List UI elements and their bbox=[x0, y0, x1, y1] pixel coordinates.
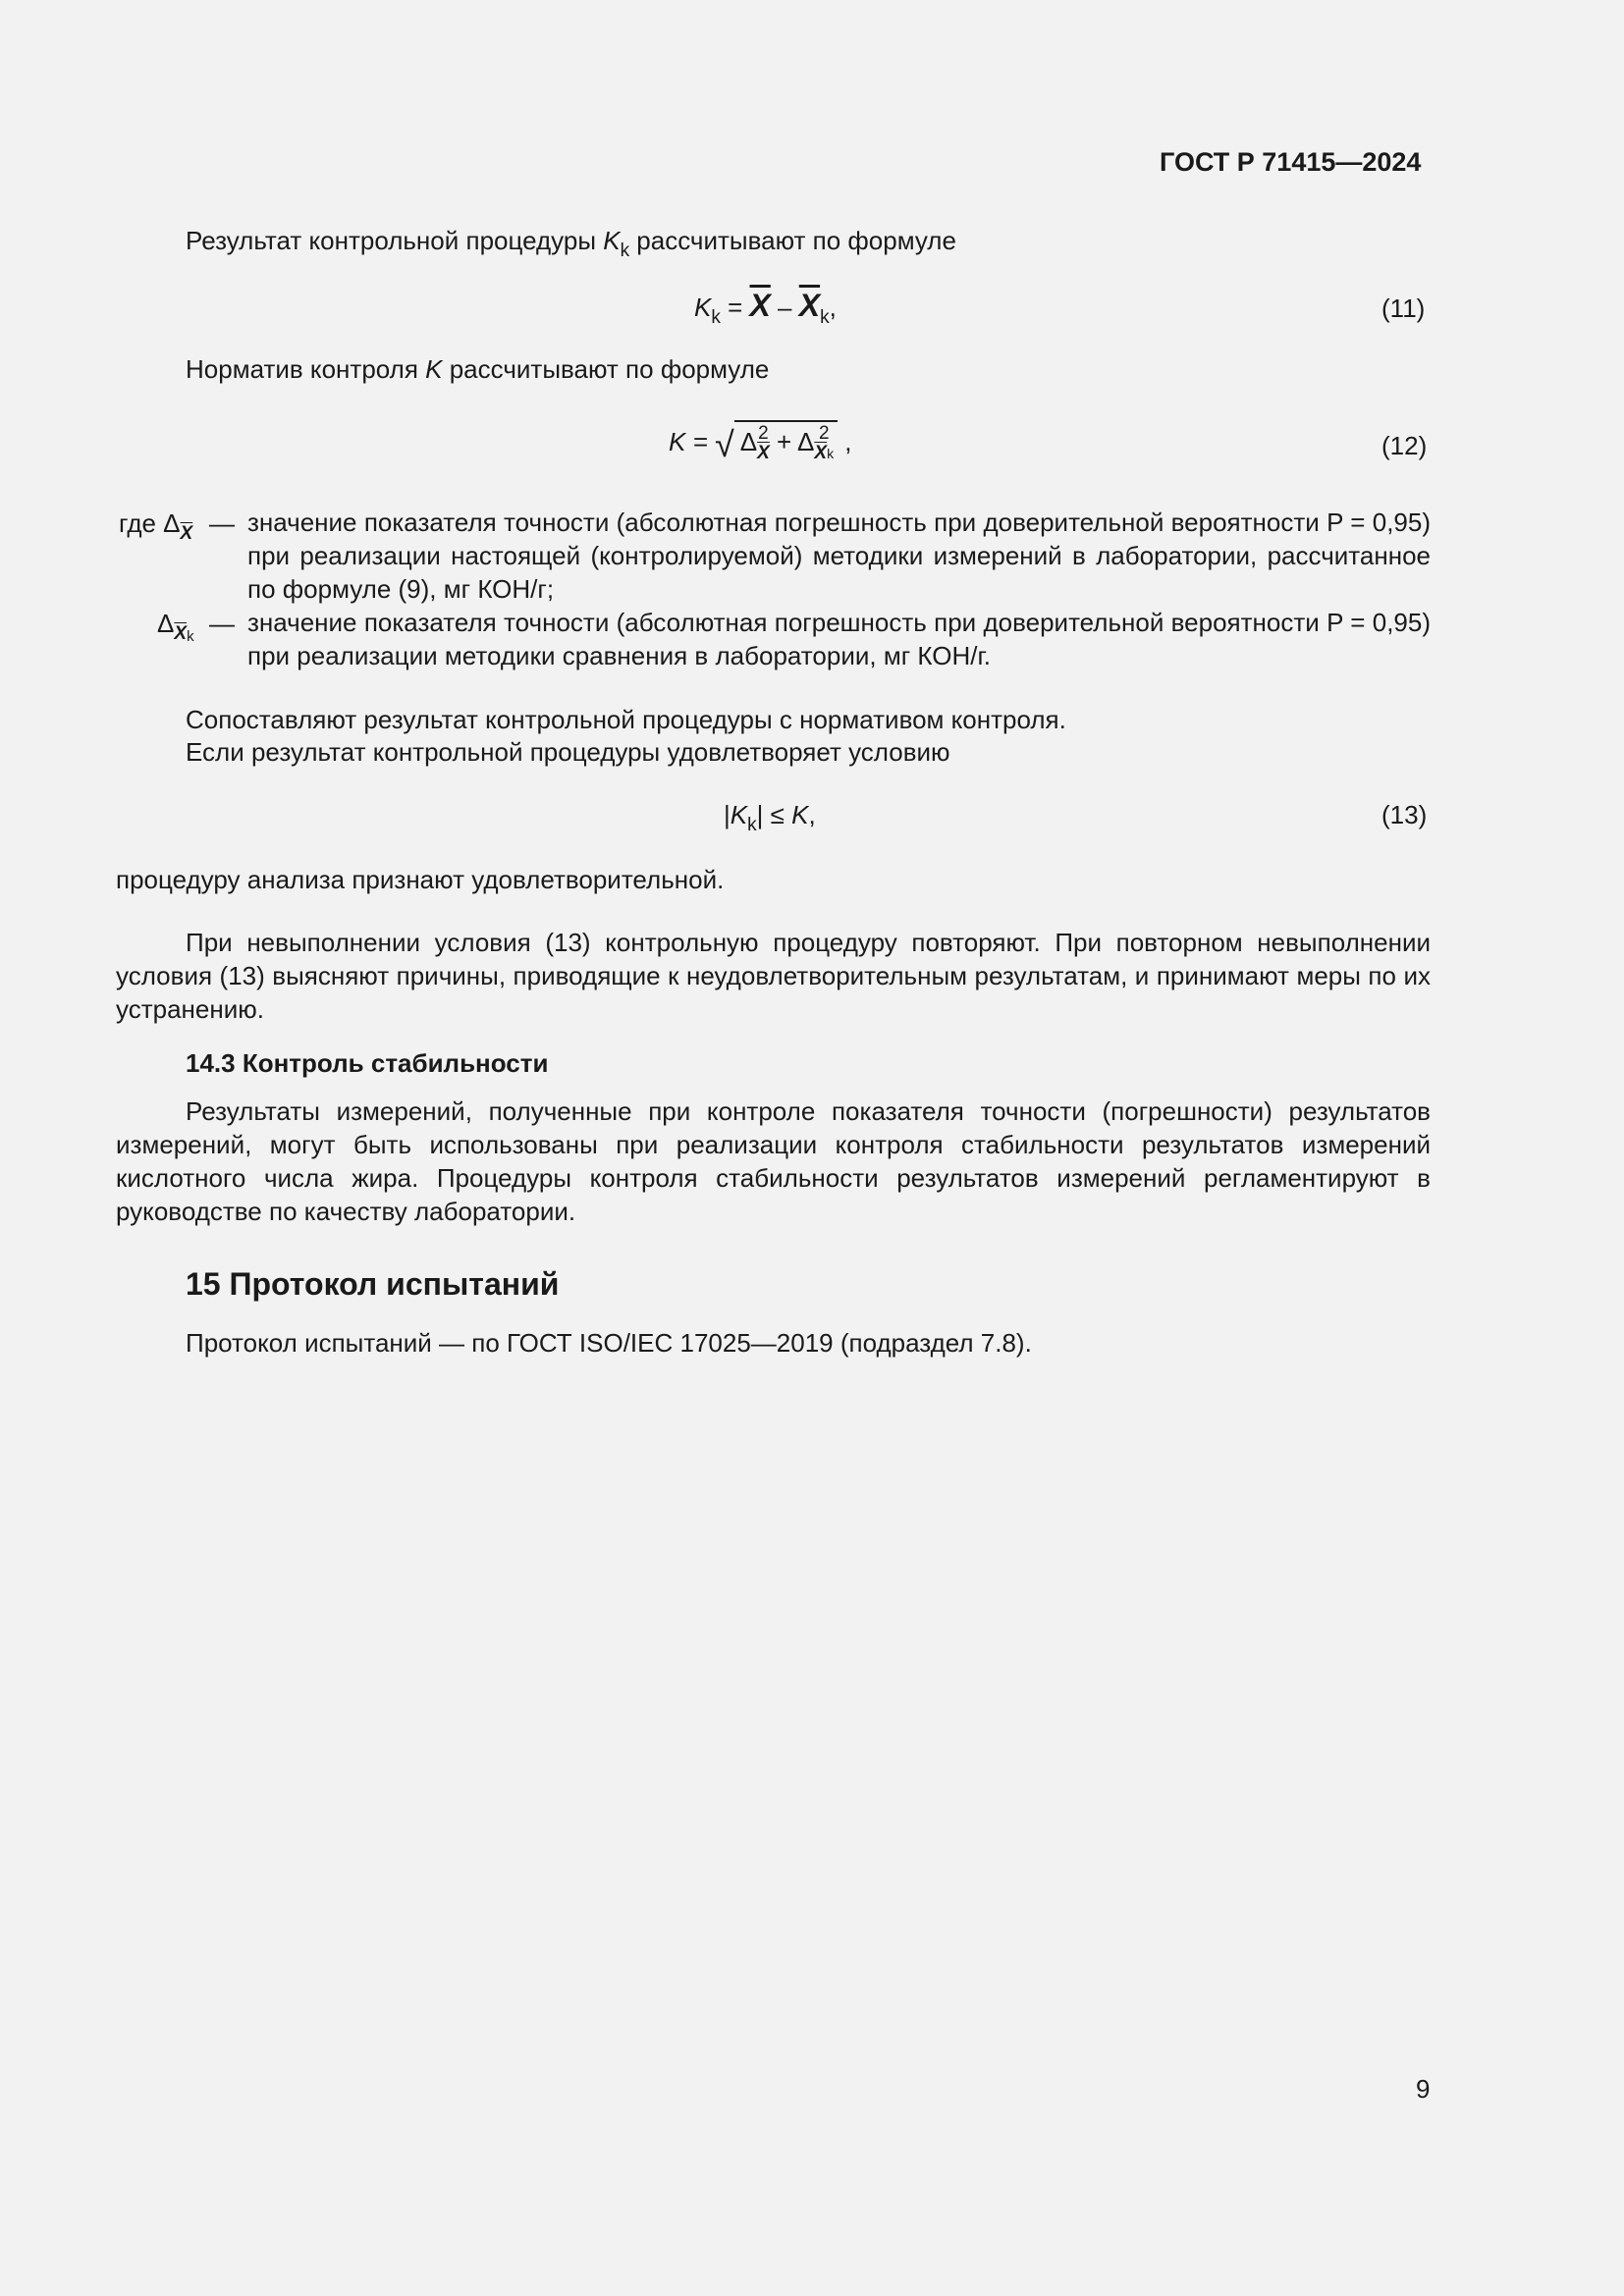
section-14-3-heading: 14.3 Контроль стабильности bbox=[186, 1048, 549, 1078]
delta-2: Δ bbox=[797, 426, 815, 456]
xbar-k-2 bbox=[814, 444, 834, 463]
formula-13-var: K bbox=[730, 800, 748, 829]
sqrt-radicand bbox=[734, 420, 838, 463]
definition-1-text: значение показателя точности (абсолютная погрешность при доверительной вероятности P = 0,95) при реализации настоящей (контролируемой) методики измерений в лаборатории, рассчитанное по формуле (9), мг КОН/г; bbox=[247, 507, 1431, 604]
abs-close: | ≤ bbox=[756, 800, 792, 829]
protocol-paragraph: Протокол испытаний — по ГОСТ ISO/IEC 17025—2019 (подраздел 7.8). bbox=[186, 1328, 1032, 1358]
stability-paragraph: Результаты измерений, полученные при контроле показателя точности (погрешности) результатов измерений, могут быть использованы при реализации контроля стабильности результатов измерений кислотного числа жира. Процедуры контроля стабильности результатов измерений регламентируют в руководстве по качеству лаборатории. bbox=[116, 1096, 1431, 1226]
sup-2: 2 bbox=[818, 423, 830, 444]
definition-2-text: значение показателя точности (абсолютная погрешность при доверительной вероятности P = 0,95) при реализации методики сравнения в лаборатории, мг КОН/г. bbox=[247, 608, 1431, 670]
formula-12 bbox=[669, 420, 852, 465]
kk-var: K bbox=[603, 226, 621, 255]
definition-1-symbol bbox=[119, 508, 192, 545]
definition-2-symbol bbox=[157, 609, 194, 645]
page-number: 9 bbox=[1416, 2074, 1431, 2104]
def2-xbar: X bbox=[174, 623, 188, 644]
delta-1: Δ bbox=[739, 426, 758, 456]
formula-11-xbar-k: $\overline{X}$ bbox=[798, 288, 821, 323]
formula-12-tail: , bbox=[838, 426, 852, 456]
equation-number-12: (12) bbox=[1381, 431, 1428, 460]
fraction-1 bbox=[757, 424, 770, 463]
kk-intro-text: Результат контрольной процедуры bbox=[186, 226, 604, 255]
kk-sub: k bbox=[620, 240, 630, 261]
compare-paragraph: Сопоставляют результат контрольной процедуры с нормативом контроля. bbox=[186, 705, 1066, 734]
formula-11-tail: , bbox=[829, 293, 837, 322]
formula-11 bbox=[694, 288, 837, 329]
formula-11-lhs-sub: k bbox=[711, 307, 721, 328]
definition-1-dash: — bbox=[209, 508, 235, 538]
formula-11-xbar-k-sub: k bbox=[820, 307, 830, 328]
kk-intro-paragraph bbox=[186, 226, 956, 262]
formula-11-minus: – bbox=[770, 293, 799, 322]
sup-1: 2 bbox=[758, 423, 769, 444]
def2-sub: k bbox=[187, 628, 194, 645]
formula-11-lhs: K bbox=[694, 293, 712, 322]
formula-11-xbar: $\overline{X}$ bbox=[749, 288, 771, 323]
formula-13-sub: k bbox=[747, 815, 757, 835]
section-15-heading: 15 Протокол испытаний bbox=[186, 1266, 560, 1302]
document-code: ГОСТ Р 71415—2024 bbox=[1160, 147, 1422, 177]
plus: + bbox=[769, 426, 798, 456]
k-var: K bbox=[425, 354, 443, 384]
k-intro-text-end: рассчитывают по формуле bbox=[442, 354, 770, 384]
formula-13-rhs: K bbox=[791, 800, 809, 829]
k-intro-paragraph bbox=[186, 354, 769, 385]
sqrt-sign: √ bbox=[714, 423, 734, 464]
repeat-paragraph: При невыполнении условия (13) контрольную процедуру повторяют. При повторном невыполнении условия (13) выясняют причины, приводящие к неудовлетворительным результатам, и принимают меры по их устранению. bbox=[116, 928, 1431, 1024]
xbar-2: $\overline{X}$ bbox=[814, 443, 828, 463]
k-intro-text: Норматив контроля bbox=[186, 354, 426, 384]
kk-intro-text-end: рассчитывают по формуле bbox=[629, 226, 956, 255]
formula-13 bbox=[724, 800, 816, 836]
formula-11-eq: = bbox=[720, 293, 750, 322]
accept-paragraph: процедуру анализа признают удовлетворительной. bbox=[116, 865, 725, 894]
equation-number-11: (11) bbox=[1381, 294, 1426, 323]
equation-number-13: (13) bbox=[1381, 800, 1428, 829]
formula-13-tail: , bbox=[808, 800, 816, 829]
def2-delta: Δ bbox=[157, 609, 175, 638]
definition-2-dash: — bbox=[209, 609, 235, 638]
formula-12-lhs: K = bbox=[669, 426, 715, 456]
xbar-1: X bbox=[757, 443, 770, 463]
where-label: где Δ bbox=[119, 508, 181, 538]
xbar-2-sub: k bbox=[827, 446, 835, 461]
abs-open: | bbox=[724, 800, 731, 829]
def1-xbar: X bbox=[180, 523, 193, 544]
condition-paragraph: Если результат контрольной процедуры удовлетворяет условию bbox=[186, 737, 950, 767]
fraction-2 bbox=[814, 424, 834, 463]
